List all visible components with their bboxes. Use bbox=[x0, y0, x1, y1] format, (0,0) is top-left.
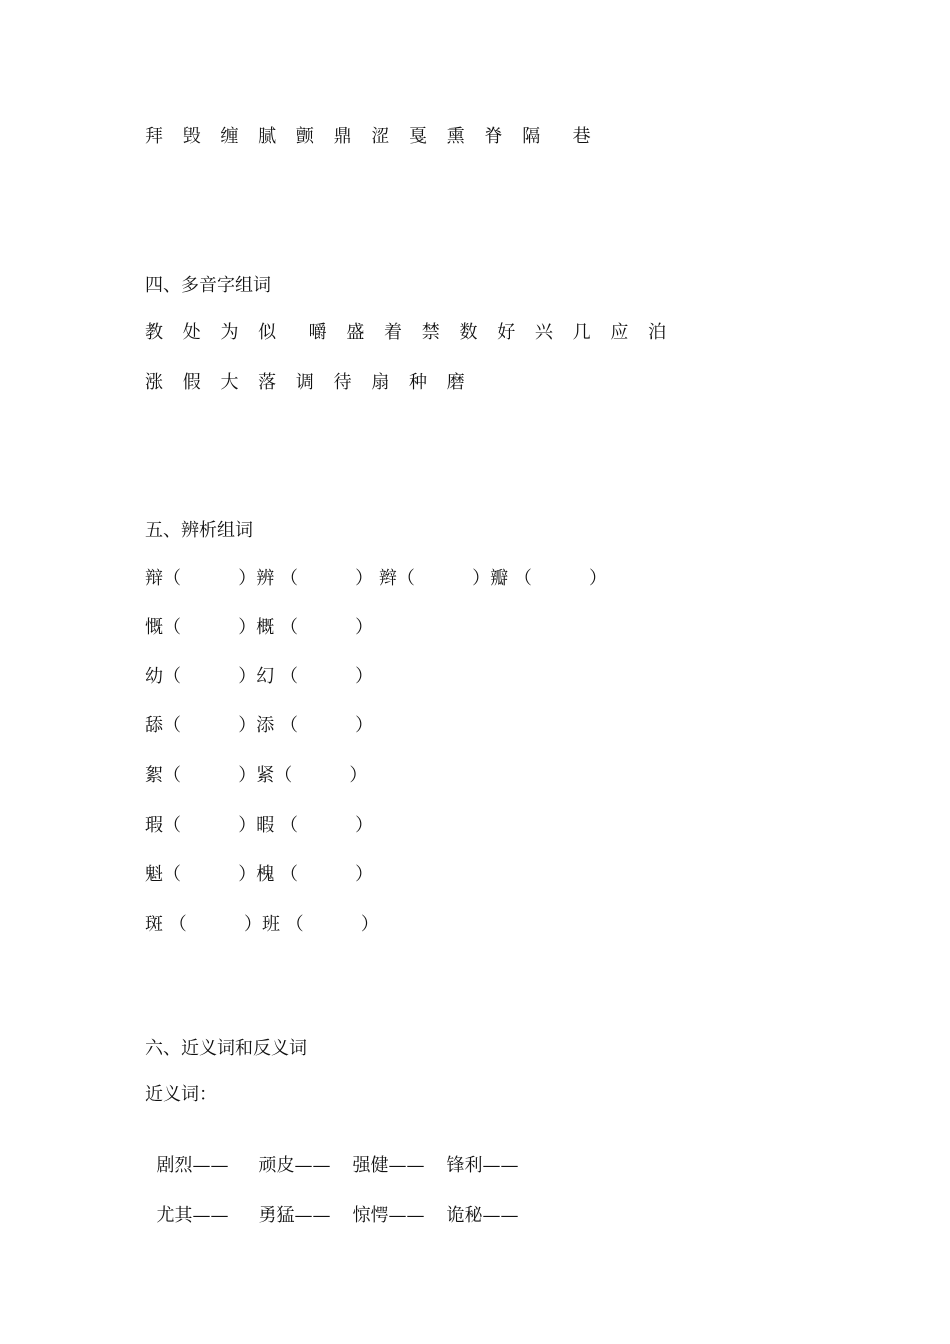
synonym-row-1 bbox=[145, 1130, 518, 1178]
word-pair-row: 瑕（ ）暇 （ ） bbox=[145, 815, 374, 836]
polyphone-line-2: 涨 假 大 落 调 待 扇 种 磨 bbox=[145, 372, 472, 393]
polyphone-line-1: 教 处 为 似 嚼 盛 着 禁 数 好 兴 几 应 泊 bbox=[145, 322, 674, 343]
synonym-item: 强健—— bbox=[352, 1155, 425, 1176]
synonym-item: 剧烈—— bbox=[156, 1155, 229, 1176]
section4-heading: 四、多音字组词 bbox=[145, 275, 271, 296]
word-pair-row: 辩（ ）辨 （ ） 辫（ ）瓣 （ ） bbox=[145, 568, 608, 589]
synonym-subheading: 近义词： bbox=[145, 1084, 217, 1105]
section5-heading: 五、辨析组词 bbox=[145, 520, 253, 541]
word-pair-row: 慨（ ）概 （ ） bbox=[145, 617, 374, 638]
word-pair-row: 幼（ ）幻 （ ） bbox=[145, 666, 374, 687]
synonym-item: 勇猛—— bbox=[258, 1205, 331, 1226]
synonym-item: 惊愕—— bbox=[352, 1205, 425, 1226]
synonym-item: 诡秘—— bbox=[446, 1205, 519, 1226]
section6-heading: 六、近义词和反义词 bbox=[145, 1038, 307, 1059]
word-pair-row: 魁（ ）槐 （ ） bbox=[145, 864, 374, 885]
synonym-item: 尤其—— bbox=[156, 1205, 229, 1226]
synonym-item: 顽皮—— bbox=[258, 1155, 331, 1176]
synonym-row-2 bbox=[145, 1180, 518, 1228]
synonym-item: 锋利—— bbox=[446, 1155, 519, 1176]
word-pair-row: 絮（ ）紧（ ） bbox=[145, 765, 368, 786]
chars-line: 拜 毁 缠 腻 颤 鼎 涩 戛 熏 脊 隔 巷 bbox=[145, 126, 598, 147]
word-pair-row: 斑 （ ）班 （ ） bbox=[145, 914, 379, 935]
word-pair-row: 舔（ ）添 （ ） bbox=[145, 715, 374, 736]
